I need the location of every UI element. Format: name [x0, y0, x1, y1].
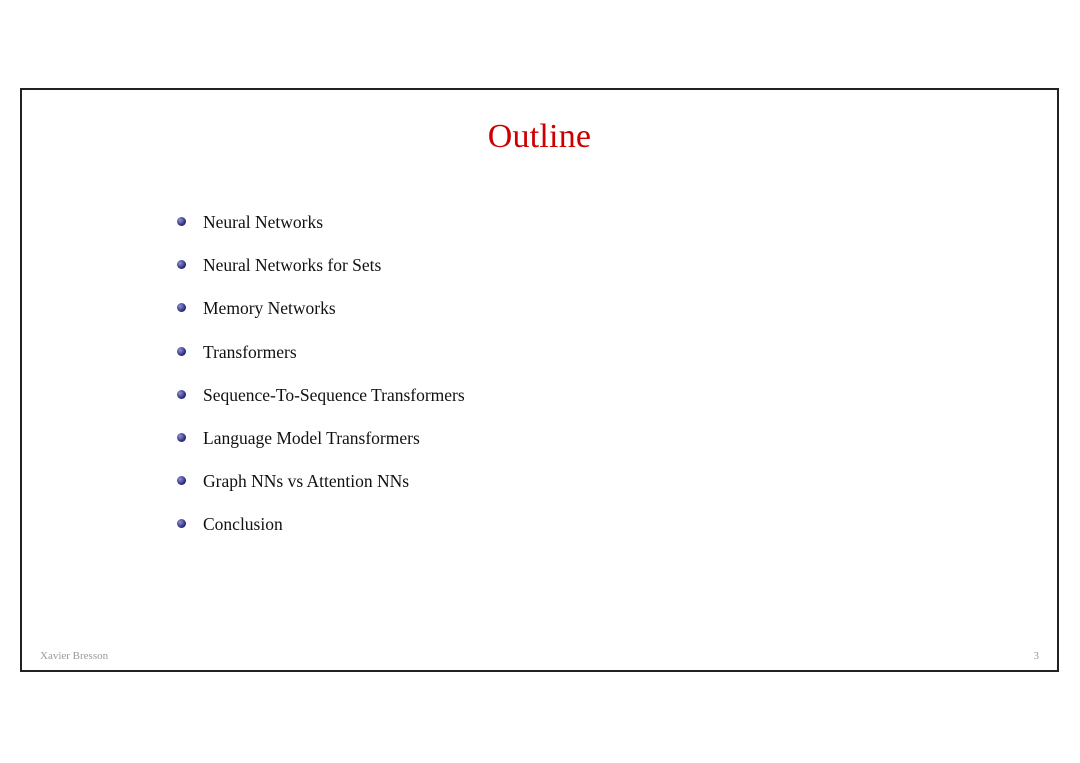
ball-bullet-icon [177, 303, 186, 312]
ball-bullet-icon [177, 519, 186, 528]
outline-item-label: Memory Networks [203, 298, 336, 319]
outline-item [177, 385, 465, 428]
footer-page-number: 3 [1033, 650, 1039, 662]
outline-item [177, 428, 465, 471]
ball-bullet-icon [177, 390, 186, 399]
outline-list [177, 212, 465, 558]
outline-item-label: Transformers [203, 341, 297, 362]
ball-bullet-icon [177, 217, 186, 226]
outline-item-label: Neural Networks for Sets [203, 255, 382, 276]
slide-title: Outline [487, 118, 592, 155]
outline-item [177, 212, 465, 255]
outline-item [177, 514, 465, 557]
outline-item [177, 342, 465, 385]
outline-item [177, 255, 465, 298]
outline-item [177, 298, 465, 341]
outline-item-label: Language Model Transformers [203, 427, 420, 448]
outline-item-label: Graph NNs vs Attention NNs [203, 471, 410, 492]
outline-item-label: Conclusion [203, 514, 283, 535]
ball-bullet-icon [177, 260, 186, 269]
outline-item [177, 471, 465, 514]
slide-frame [20, 88, 1059, 672]
outline-item-label: Sequence-To-Sequence Transformers [203, 384, 465, 405]
ball-bullet-icon [177, 476, 186, 485]
footer-author: Xavier Bresson [40, 650, 109, 662]
ball-bullet-icon [177, 347, 186, 356]
outline-item-label: Neural Networks [203, 212, 324, 232]
ball-bullet-icon [177, 433, 186, 442]
